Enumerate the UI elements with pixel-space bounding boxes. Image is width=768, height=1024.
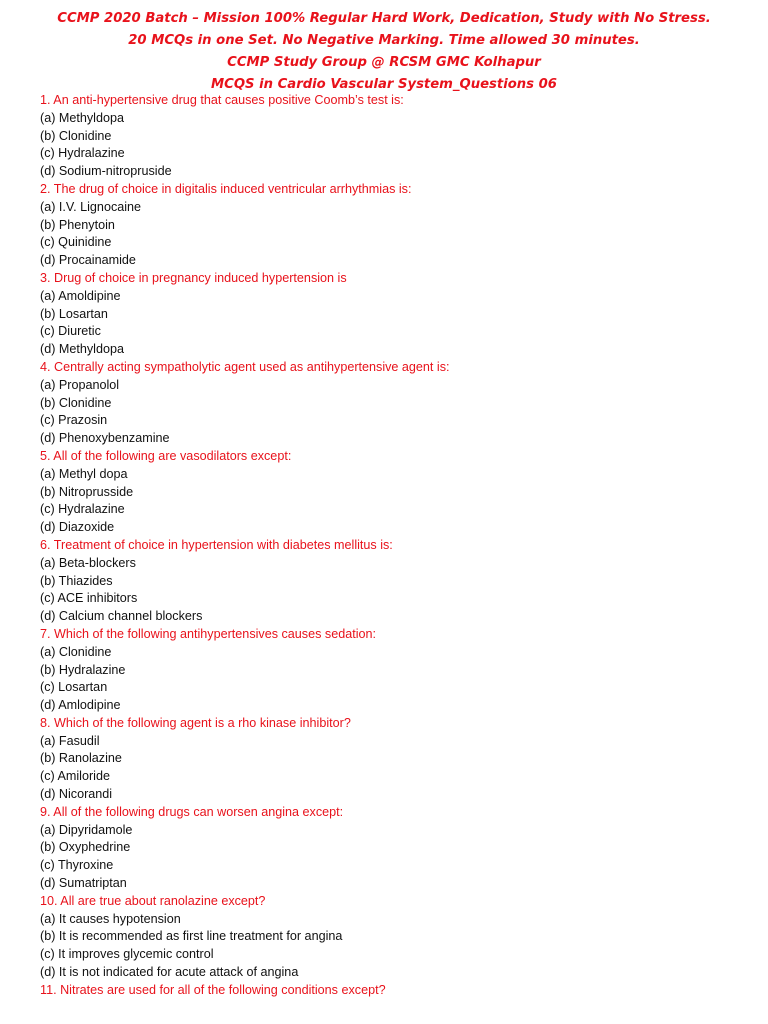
option-c: (c) Losartan — [40, 680, 108, 695]
question-block — [40, 537, 760, 626]
question-block — [40, 715, 760, 804]
option-b: (b) Clonidine — [40, 128, 112, 143]
option-b: (b) It is recommended as first line treatment for angina — [40, 929, 343, 944]
header-instructions-line: 20 MCQs in one Set. No Negative Marking. Time allowed 30 minutes. — [128, 33, 640, 48]
option-d: (d) Procainamide — [40, 253, 136, 268]
option-a: (a) Amoldipine — [40, 288, 121, 303]
option-d: (d) Nicorandi — [40, 787, 113, 802]
option-d: (d) Amlodipine — [40, 698, 121, 713]
question-block — [40, 270, 760, 359]
option-a: (a) Fasudil — [40, 733, 100, 748]
question-block — [40, 804, 760, 893]
option-d: (d) Methyldopa — [40, 342, 124, 357]
question-text: 4. Centrally acting sympatholytic agent used as antihypertensive agent is: — [40, 359, 450, 374]
question-text: 9. All of the following drugs can worsen angina except: — [40, 804, 344, 819]
question-block — [40, 893, 760, 982]
question-text: 11. Nitrates are used for all of the following conditions except? — [40, 982, 386, 997]
question-text: 5. All of the following are vasodilators except: — [40, 448, 292, 463]
option-c: (c) Hydralazine — [40, 502, 125, 517]
option-d: (d) Sumatriptan — [40, 876, 127, 891]
option-c: (c) Amiloride — [40, 769, 110, 784]
header-title-line: MCQS in Cardio Vascular System_Questions 06 — [211, 77, 557, 92]
option-a: (a) Beta-blockers — [40, 555, 136, 570]
option-d: (d) Sodium-nitropruside — [40, 164, 172, 179]
question-text: 1. An anti-hypertensive drug that causes positive Coomb’s test is: — [40, 93, 404, 107]
question-block — [40, 181, 760, 270]
option-b: (b) Losartan — [40, 306, 108, 321]
option-a: (a) Methyldopa — [40, 110, 124, 125]
option-a: (a) Propanolol — [40, 377, 120, 392]
option-b: (b) Clonidine — [40, 395, 112, 410]
header-study-group-line: CCMP Study Group @ RCSM GMC Kolhapur — [227, 55, 541, 70]
option-c: (c) Hydralazine — [40, 146, 125, 161]
option-d: (d) Phenoxybenzamine — [40, 431, 170, 446]
question-block — [40, 448, 760, 537]
option-a: (a) Methyl dopa — [40, 466, 128, 481]
question-block — [40, 92, 760, 181]
question-text: 8. Which of the following agent is a rho kinase inhibitor? — [40, 715, 351, 730]
question-block — [40, 359, 760, 448]
option-b: (b) Nitroprusside — [40, 484, 134, 499]
question-block — [40, 626, 760, 715]
option-b: (b) Oxyphedrine — [40, 840, 131, 855]
question-text: 7. Which of the following antihypertensives causes sedation: — [40, 626, 377, 641]
option-b: (b) Thiazides — [40, 573, 113, 588]
option-b: (b) Ranolazine — [40, 751, 122, 766]
option-c: (c) Prazosin — [40, 413, 108, 428]
option-d: (d) It is not indicated for acute attack of angina — [40, 965, 299, 980]
option-c: (c) It improves glycemic control — [40, 947, 214, 962]
option-a: (a) I.V. Lignocaine — [40, 199, 142, 214]
document-header — [0, 8, 768, 96]
option-a: (a) Clonidine — [40, 644, 112, 659]
header-batch-line: CCMP 2020 Batch – Mission 100% Regular Hard Work, Dedication, Study with No Stress. — [57, 11, 711, 26]
option-a: (a) It causes hypotension — [40, 911, 181, 926]
option-b: (b) Phenytoin — [40, 217, 115, 232]
option-b: (b) Hydralazine — [40, 662, 126, 677]
question-text: 6. Treatment of choice in hypertension with diabetes mellitus is: — [40, 537, 393, 552]
question-block — [40, 982, 760, 1000]
option-c: (c) Diuretic — [40, 324, 101, 339]
option-d: (d) Calcium channel blockers — [40, 609, 203, 624]
option-d: (d) Diazoxide — [40, 520, 115, 535]
option-c: (c) Thyroxine — [40, 858, 114, 873]
option-c: (c) Quinidine — [40, 235, 112, 250]
option-c: (c) ACE inhibitors — [40, 591, 138, 606]
question-list — [40, 92, 760, 1000]
option-a: (a) Dipyridamole — [40, 822, 133, 837]
question-text: 3. Drug of choice in pregnancy induced hypertension is — [40, 270, 347, 285]
question-text: 10. All are true about ranolazine except? — [40, 893, 266, 908]
question-text: 2. The drug of choice in digitalis induced ventricular arrhythmias is: — [40, 181, 412, 196]
